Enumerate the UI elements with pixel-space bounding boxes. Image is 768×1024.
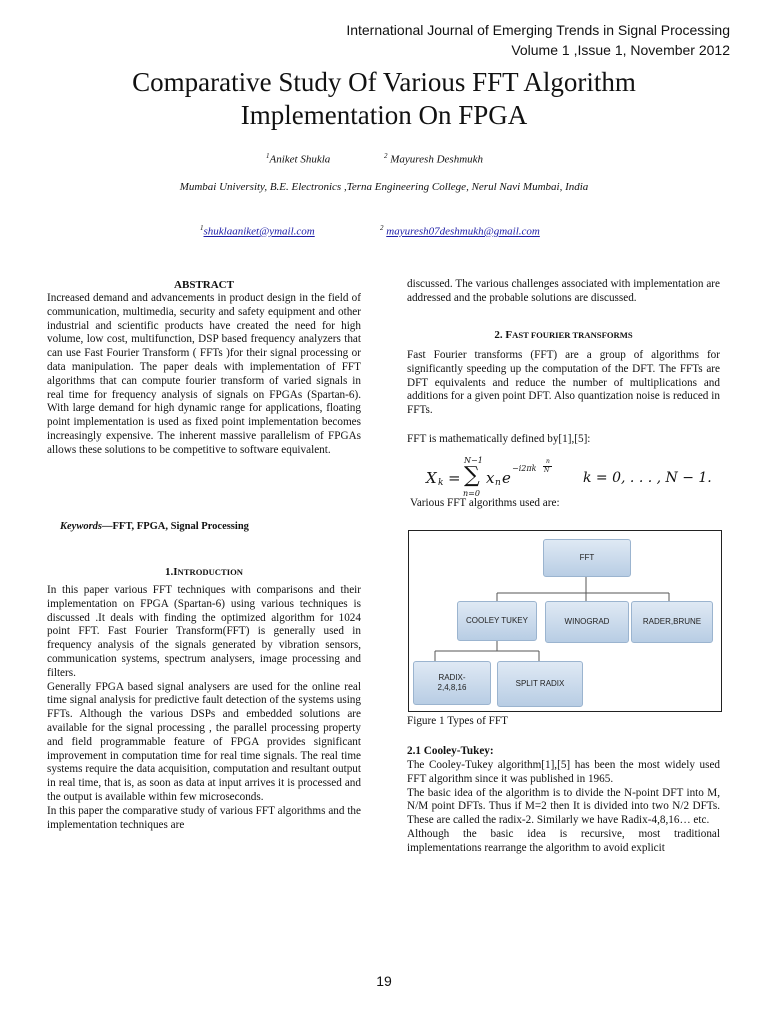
fft-formula: X k = N−1 ∑ n=0 x n e −i2πk n N k = 0, . . . , N − 1. — [426, 456, 712, 498]
title-line-2: Implementation On FPGA — [240, 100, 528, 130]
abstract-text: Increased demand and advancements in product design in the field of communication, multimedia, security and safety equipment and other industrial and scientific products have created the need for high volume, low cost, multifunction, DSP based frequency analyzers that can use Fast Fourier Transform ( FFTs )for their signal processing or data manipulation. The paper deals with implementation of FFT algorithms that can compute fourier transform of varied signals in real time for frequency analysis of signals on FPGAs (Spartan-6). With large demand for high dynamic range for applications, floating point implementation is used as fixed point implementation becomes increasingly expensive. The inherent massive parallelism of FPGAs allows these solutions to be competitive to software equivalent. — [47, 292, 361, 456]
paragraph: The basic idea of the algorithm is to divide the N-point DFT into M, N/M point DFTs. Thus if M=2 then It is divided into two N/2 DFTs. These are called the radix-2. Similarly we have Radix-4,8,16… etc. — [407, 786, 720, 827]
email-link-1[interactable]: shuklaaniket@ymail.com — [203, 225, 315, 238]
section-2-1-heading: 2.1 Cooley-Tukey: — [407, 745, 494, 757]
fft-types-intro: Various FFT algorithms used are: — [410, 497, 560, 509]
affiliation: Mumbai University, B.E. Electronics ,Terna Engineering College, Nerul Navi Mumbai, India — [179, 181, 589, 193]
section-2-paragraph: Fast Fourier transforms (FFT) are a group of algorithms for significantly speeding up the computation of the DFT. The FFTs are DFT equivalents and reduce the number of multiplications and additions for a given point DFT. Also quantization noise is reduced in FFTs. — [407, 349, 720, 417]
section-2-1-body — [407, 759, 720, 856]
section-1-body — [47, 584, 361, 832]
author-2: $^2$ Mayuresh Deshmukh — [384, 152, 484, 166]
node-radix: RADIX-2,4,8,16 — [413, 661, 491, 705]
node-fft: FFT — [543, 539, 631, 577]
figure-caption: Figure 1 Types of FFT — [407, 715, 508, 727]
email-link-2[interactable]: mayuresh07deshmukh@gmail.com — [386, 225, 540, 238]
keywords-text: —FFT, FPGA, Signal Processing — [102, 521, 249, 532]
author-2-email: $^2$ mayuresh07deshmukh@gmail.com — [380, 224, 540, 238]
node-rader-brune: RADER,BRUNE — [631, 601, 713, 643]
page-number: 19 — [376, 973, 392, 989]
column-2-intro: discussed. The various challenges associated with implementation are addressed and the probable solutions are discussed. — [407, 278, 720, 304]
node-cooley-tukey: COOLEY TUKEY — [457, 601, 537, 641]
node-split-radix: SPLIT RADIX — [497, 661, 583, 707]
author-1-email: $^1$shuklaaniket@ymail.com — [200, 224, 315, 238]
section-2-heading: 2. FAST FOURIER TRANSFORMS — [494, 329, 633, 341]
section-1-heading: 1.INTRODUCTION — [165, 566, 243, 578]
paragraph: In this paper the comparative study of various FFT algorithms and the implementation techniques are — [47, 804, 361, 831]
paragraph: Although the basic idea is recursive, most traditional implementations rearrange the algorithm to avoid explicit — [407, 827, 720, 854]
fft-types-diagram — [408, 530, 722, 712]
keywords — [60, 520, 360, 534]
abstract-heading: ABSTRACT — [174, 279, 234, 291]
author-1: $^1$Aniket Shukla — [266, 152, 331, 166]
fft-definition-text: FFT is mathematically defined by[1],[5]: — [407, 433, 591, 445]
paragraph: The Cooley-Tukey algorithm[1],[5] has been the most widely used FFT algorithm since it was published in 1965. — [407, 759, 720, 785]
node-winograd: WINOGRAD — [545, 601, 629, 643]
journal-name: International Journal of Emerging Trends in Signal Processing — [346, 22, 730, 38]
title-line-1: Comparative Study Of Various FFT Algorithm — [132, 67, 636, 97]
volume-info: Volume 1 ,Issue 1, November 2012 — [511, 42, 730, 58]
paragraph: Generally FPGA based signal analysers are used for the online real time signal analysis for predictive fault detection of the systems using FFTs. Although the various DSPs and embedded solutions are available for the signal processing , the parallel processing property and field programmable feature of FPGA provides significant improvement in computation time for real time signals. The real time systems require the data acquisition, computation and resultant output in real time, that is, as soon as data at input arrives it is processed and the output is available within few microseconds. — [47, 680, 361, 803]
keywords-label: Keywords — [60, 521, 102, 532]
paper-title — [0, 66, 768, 132]
paragraph: In this paper various FFT techniques with comparisons and their implementation on FPGA (Spartan-6) using various techniques is discussed .It deals with finding the optimized algorithm for 1024 point FFT. Fast Fourier Transform(FFT) is generally used in frequency analysis of the signals generated by vibration sensors, communication systems, spectrum analysers, image processing and filters. — [47, 584, 361, 679]
